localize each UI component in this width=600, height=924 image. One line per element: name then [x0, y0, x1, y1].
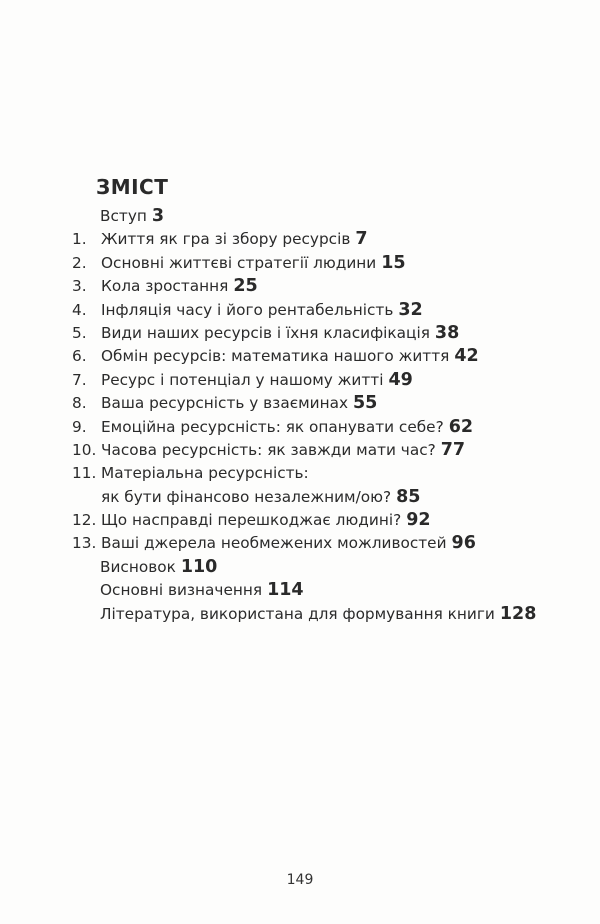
toc-entry: [72, 228, 592, 251]
entry-page: 32: [398, 299, 423, 320]
entry-page: 96: [451, 533, 476, 554]
entry-title: Матеріальна ресурсність:: [101, 464, 309, 483]
page-number: 149: [286, 872, 314, 888]
toc-entry-continuation: [72, 486, 592, 509]
entry-number: 8.: [72, 394, 87, 413]
entry-title: Види наших ресурсів і їхня класифікація: [101, 323, 430, 342]
toc-entry: [72, 369, 592, 392]
entry-page: 3: [151, 206, 165, 226]
entry-title: як бути фінансово незалежним/ою?: [101, 487, 392, 506]
entry-title: Обмін ресурсів: математика нашого життя: [101, 347, 450, 366]
toc-title: ЗМІСТ: [96, 175, 169, 199]
entry-page: 15: [381, 252, 406, 273]
toc-entry: [72, 579, 592, 602]
entry-title: Життя як гра зі збору ресурсів: [101, 230, 351, 249]
entry-number: 3.: [72, 277, 87, 296]
entry-number: 7.: [72, 370, 87, 389]
entry-number: 5.: [72, 323, 87, 342]
toc-entry: [72, 392, 592, 415]
entry-number: 10.: [72, 440, 97, 459]
entry-number: 6.: [72, 347, 87, 366]
entry-title: Основні визначення: [100, 581, 263, 600]
entry-number: 2.: [72, 253, 87, 272]
toc-entry: [72, 322, 592, 345]
toc-entry: [72, 275, 592, 298]
toc-entry: [72, 416, 592, 439]
entry-page: 7: [355, 229, 368, 250]
entry-title: Інфляція часу і його рентабельність: [101, 300, 394, 319]
entry-page: 38: [434, 322, 460, 343]
toc-entry: [72, 345, 592, 368]
entry-title: Що насправді перешкоджає людині?: [101, 511, 402, 530]
entry-page: 114: [267, 580, 304, 601]
entry-title: Часова ресурсність: як завжди мати час?: [101, 440, 436, 459]
entry-page: 25: [233, 276, 258, 297]
toc-entry: [72, 532, 592, 555]
entry-number: 4.: [72, 300, 87, 319]
toc-entry: [72, 603, 592, 626]
entry-title: Емоційна ресурсність: як опанувати себе?: [101, 417, 444, 436]
toc-entry: [72, 299, 592, 322]
toc-entry: [72, 556, 592, 579]
entry-page: 62: [448, 416, 474, 437]
toc-entry: [72, 205, 592, 228]
entry-title: Основні життєві стратегії людини: [101, 253, 377, 272]
entry-title: Ваші джерела необмежених можливостей: [101, 534, 447, 553]
toc-entry: [72, 252, 592, 275]
entry-page: 77: [440, 439, 466, 460]
entry-page: 49: [388, 369, 413, 390]
entry-page: 128: [499, 603, 537, 624]
entry-page: 92: [406, 510, 431, 531]
entry-title: Ресурс і потенціал у нашому житті: [101, 370, 384, 389]
toc-entry: [72, 439, 592, 462]
entry-page: 42: [454, 346, 479, 367]
entry-number: 1.: [72, 230, 87, 249]
entry-title: Вступ: [100, 207, 147, 225]
entry-page: 85: [396, 486, 421, 507]
table-of-contents: [72, 205, 592, 626]
entry-page: 110: [180, 556, 218, 577]
entry-number: 12.: [72, 511, 97, 530]
toc-entry: [72, 509, 592, 532]
entry-number: 11.: [72, 464, 97, 483]
entry-number: 13.: [72, 534, 97, 553]
entry-title: Висновок: [100, 557, 176, 576]
entry-page: 55: [353, 393, 378, 414]
entry-title: Ваша ресурсність у взаєминах: [101, 394, 348, 413]
entry-title: Література, використана для формування книги: [100, 604, 495, 623]
entry-title: Кола зростання: [101, 277, 229, 296]
toc-entry: [72, 462, 592, 485]
entry-number: 9.: [72, 417, 87, 436]
